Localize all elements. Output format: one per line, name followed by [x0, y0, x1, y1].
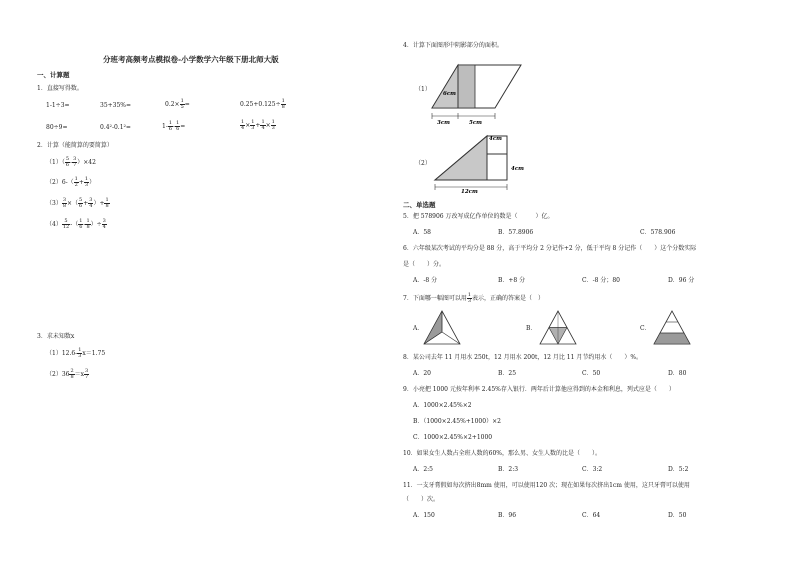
q1-label: 1．直接写得数。 [37, 85, 83, 92]
q11-option-c[interactable]: C．64 [582, 512, 601, 519]
q1-item-text: 0.25+0.125÷ [240, 101, 281, 108]
q1-item: $\frac{1}{4}$ × $\frac{1}{3}$ + $\frac{1}{4}$ × $\frac{1}{3}$ [241, 119, 275, 131]
q2-item-2: （2）6-（ $\frac{1}{2}$ + $\frac{1}{3}$ ） [46, 176, 96, 188]
q10-option-b[interactable]: B．2:3 [498, 466, 519, 473]
q7-option-a[interactable]: A． [413, 325, 424, 332]
fraction: $\frac{1}{8}$ [281, 98, 285, 110]
fraction: $\frac{1}{6}$ [168, 120, 173, 132]
q9-option-c[interactable]: C．1000×2.45%×2+1000 [413, 434, 493, 441]
q10-text: 10．如果女生人数占全班人数的60%，那么男、女生人数的比是（ ）。 [403, 450, 601, 457]
page-title: 分班考高频考点模拟卷-小学数学六年级下册北师大版 [103, 55, 279, 64]
q9-text: 9．小亮把 1000 元按年利率 2.45%存入银行．两年后计算他应得到的本金和利息，列式应是（ ） [403, 386, 675, 393]
fraction: $\frac{3}{7}$ [73, 156, 77, 168]
q7-option-c[interactable]: C． [640, 325, 651, 332]
fraction: $\frac{1}{4}$ [261, 119, 265, 131]
q1-item [165, 99, 190, 110]
figure-1-parallelogram [425, 58, 535, 126]
q8-option-c[interactable]: C．50 [582, 370, 601, 377]
q2-label: 2．计算（能简算的要简算） [37, 142, 113, 149]
fraction: $\frac{1}{3}$ [251, 119, 255, 131]
figure-1-tag: （1） [415, 86, 431, 93]
q5-option-b[interactable]: B．57.8906 [498, 229, 534, 236]
figure-2-composite [425, 128, 535, 194]
q3-equation-1: （1）12.6- $\frac{1}{3}$ x＝1.75 [46, 347, 106, 359]
q2-item-4: （4） $\frac{5}{12}$ -（ $\frac{1}{6}$ - $\frac{1}{8}$ ）÷ $\frac{3}{4}$ [46, 218, 106, 230]
q3-label: 3．求未知数x [37, 333, 75, 340]
shaded-strip [458, 65, 475, 108]
shaded-triangle [432, 65, 458, 108]
q9-option-a[interactable]: A．1000×2.45%×2 [413, 402, 472, 409]
fraction: $\frac{5}{6}$ [79, 197, 83, 209]
fraction: $\frac{1}{3}$ [467, 292, 472, 304]
q8-option-d[interactable]: D．80 [668, 370, 687, 377]
fraction: $\frac{3}{7}$ [85, 368, 89, 380]
label-height: 6cm [443, 91, 456, 97]
q6-option-a[interactable]: A．-8 分 [413, 277, 438, 284]
q5-option-c[interactable]: C．578.906 [640, 229, 676, 236]
q1-item [240, 99, 286, 110]
q1-item: 80÷9= [46, 124, 68, 131]
fraction: $\frac{1}{3}$ [84, 176, 89, 188]
fraction: $\frac{5}{12}$ [62, 218, 70, 230]
equals: = [180, 123, 186, 130]
q11-option-d[interactable]: D．50 [668, 512, 687, 519]
fraction: $\frac{1}{6}$ [79, 218, 83, 230]
right-rect [487, 154, 507, 180]
fraction: $\frac{1}{6}$ [176, 120, 180, 132]
equals: = [184, 101, 190, 108]
fraction: $\frac{1}{4}$ [241, 119, 245, 131]
q1-item: 35+35%= [100, 102, 132, 109]
figure-2-tag: （2） [415, 160, 431, 167]
q7-figure-c[interactable] [650, 308, 694, 348]
q5-option-a[interactable]: A．58 [413, 229, 431, 236]
q11-option-a[interactable]: A．150 [413, 512, 435, 519]
fraction: $\frac{1}{8}$ [86, 218, 90, 230]
fraction: $\frac{2}{8}$ [70, 368, 74, 380]
fraction: $\frac{1}{3}$ [271, 119, 275, 131]
fraction: $\frac{5}{6}$ [65, 156, 70, 168]
q11-text-line2: （ ）次。 [403, 496, 440, 503]
q2-item-3: （3） $\frac{3}{8}$ ×（ $\frac{5}{6}$ + $\frac{3}{4}$ ）+ $\frac{1}{8}$ [46, 197, 109, 209]
section-heading-calc: 一、计算题 [37, 71, 70, 79]
fraction: $\frac{3}{4}$ [89, 197, 93, 209]
fraction: $\frac{1}{2}$ [74, 176, 78, 188]
q1-item-text: 1- [162, 123, 168, 130]
q7-text: 7．下面哪一幅图可以用 $\frac{1}{3}$ 表示，正确的答案是（ ） [403, 292, 545, 304]
q11-text-line1: 11．一支牙膏假如每次挤出8mm 使用，可以使用120 次；现在如果每次挤出1cm 使用，这只牙膏可以使用 [403, 482, 690, 489]
q10-option-a[interactable]: A．2:5 [413, 466, 433, 473]
q6-option-d[interactable]: D．96 分 [668, 277, 695, 284]
q7-option-b[interactable]: B． [526, 325, 537, 332]
q1-item-text: 0.2× [165, 101, 180, 108]
q3-equation-2: （2）36 $\frac{2}{8}$ ＝x $\frac{3}{7}$ [46, 368, 89, 380]
q8-option-a[interactable]: A．20 [413, 370, 431, 377]
fraction: $\frac{1}{8}$ [105, 197, 109, 209]
q6-text-line2: 是（ ）分。 [403, 261, 446, 268]
fraction: $\frac{1}{3}$ [78, 347, 82, 359]
q8-text: 8．某公司去年 11 月用水 250t，12 月用水 200t，12 月比 11 月节约用水（ ）%。 [403, 354, 643, 361]
fraction: $\frac{1}{5}$ [180, 98, 184, 110]
label-12cm: 12cm [461, 189, 478, 194]
fraction: $\frac{3}{8}$ [62, 197, 67, 209]
q1-item: 1-1÷3= [46, 102, 70, 109]
section-heading-choice: 二、单选题 [403, 201, 436, 209]
q5-text: 5．把 578906 万改写成亿作单位的数是（ ）亿。 [403, 213, 554, 220]
q6-option-c[interactable]: C．-8 分；80 [582, 277, 620, 284]
q1-item: 1- $\frac{1}{6}$ - $\frac{1}{6}$ = [162, 120, 186, 132]
q8-option-b[interactable]: B．25 [498, 370, 517, 377]
q2-item-1: （1）（ $\frac{5}{6}$ - $\frac{3}{7}$ ）×42 [46, 156, 96, 168]
label-side-4cm: 4cm [511, 166, 524, 172]
q1-item: 0.4²-0.1²= [100, 124, 131, 131]
label-5cm: 5cm [469, 120, 482, 126]
label-3cm: 3cm [437, 120, 450, 126]
q10-option-d[interactable]: D．5:2 [668, 466, 689, 473]
q7-figure-a[interactable] [420, 308, 464, 348]
q6-text-line1: 6．六年级某次考试的平均分是 88 分，高于平均分 2 分记作+2 分，低于平均 8 分记作（ ）这个分数实际 [403, 245, 697, 252]
q4-label: 4．计算下面图形中阴影部分的面积。 [403, 42, 503, 49]
q10-option-c[interactable]: C．3:2 [582, 466, 603, 473]
q7-figure-b[interactable] [536, 308, 580, 348]
q9-option-b[interactable]: B．（1000×2.45%+1000）×2 [413, 418, 501, 425]
label-top-4cm: 4cm [489, 136, 502, 142]
q6-option-b[interactable]: B．+8 分 [498, 277, 526, 284]
q11-option-b[interactable]: B．96 [498, 512, 517, 519]
fraction: $\frac{3}{4}$ [102, 218, 106, 230]
